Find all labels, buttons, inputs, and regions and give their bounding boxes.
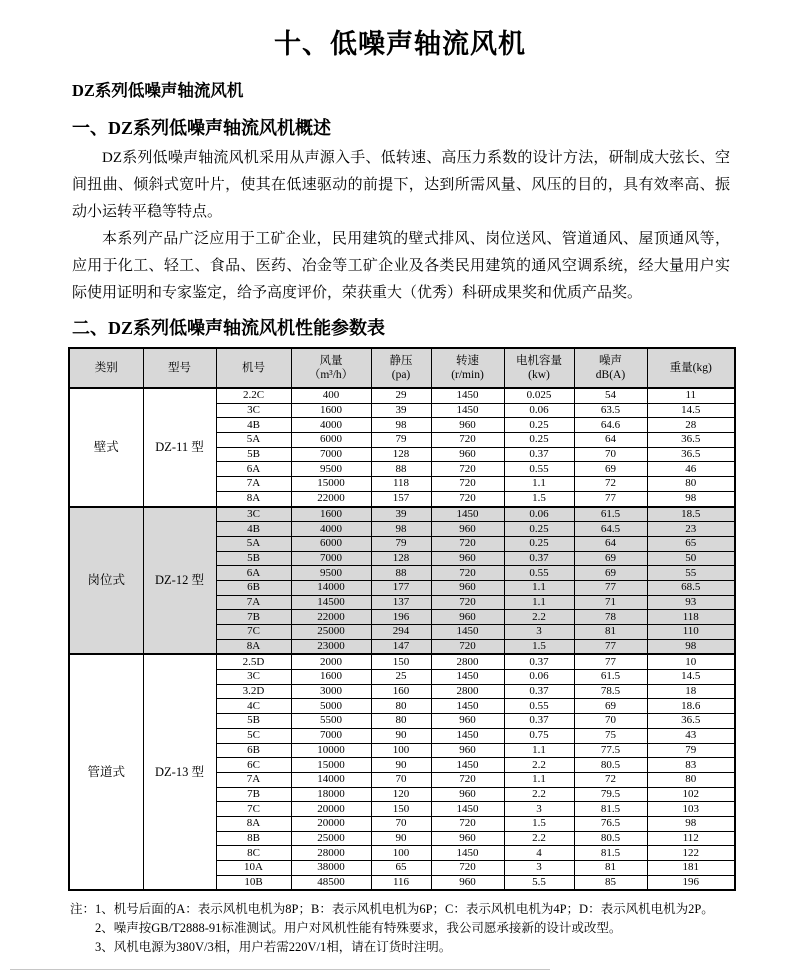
data-cell: 8A [216, 639, 291, 654]
category-cell: 壁式 [69, 388, 143, 507]
data-cell: 79 [647, 743, 735, 758]
data-cell: 71 [574, 595, 647, 610]
data-cell: 1450 [431, 699, 504, 714]
data-cell: 3.2D [216, 684, 291, 699]
data-cell: 7000 [291, 447, 371, 462]
data-cell: 160 [371, 684, 431, 699]
data-cell: 90 [371, 831, 431, 846]
data-cell: 1450 [431, 758, 504, 773]
notes [70, 900, 746, 957]
data-cell: 64 [574, 433, 647, 448]
data-cell: 8C [216, 846, 291, 861]
data-cell: 2.2 [504, 610, 574, 625]
data-cell: 77 [574, 580, 647, 595]
table-row [69, 507, 735, 522]
data-cell: 43 [647, 728, 735, 743]
data-cell: 8A [216, 816, 291, 831]
data-cell: 80.5 [574, 758, 647, 773]
data-cell: 70 [574, 714, 647, 729]
data-cell: 11 [647, 388, 735, 403]
data-cell: 6B [216, 580, 291, 595]
data-cell: 960 [431, 447, 504, 462]
data-cell: 14.5 [647, 403, 735, 418]
data-cell: 93 [647, 595, 735, 610]
data-cell: 8B [216, 831, 291, 846]
data-cell: 85 [574, 875, 647, 890]
data-cell: 69 [574, 566, 647, 581]
data-cell: 1600 [291, 670, 371, 685]
data-cell: 1.1 [504, 772, 574, 787]
data-cell: 98 [647, 639, 735, 654]
data-cell: 1.1 [504, 595, 574, 610]
data-cell: 103 [647, 802, 735, 817]
data-cell: 1450 [431, 388, 504, 403]
data-cell: 6A [216, 462, 291, 477]
data-cell: 18 [647, 684, 735, 699]
category-cell: 管道式 [69, 654, 143, 890]
data-cell: 110 [647, 625, 735, 640]
data-cell: 1.1 [504, 580, 574, 595]
data-cell: 3000 [291, 684, 371, 699]
data-cell: 0.37 [504, 684, 574, 699]
data-cell: 88 [371, 566, 431, 581]
data-cell: 0.25 [504, 433, 574, 448]
data-cell: 6A [216, 566, 291, 581]
data-cell: 720 [431, 462, 504, 477]
data-cell: 72 [574, 477, 647, 492]
data-cell: 22000 [291, 491, 371, 506]
data-cell: 157 [371, 491, 431, 506]
data-cell: 88 [371, 462, 431, 477]
data-cell: 48500 [291, 875, 371, 890]
data-cell: 77 [574, 654, 647, 669]
data-cell: 36.5 [647, 447, 735, 462]
data-cell: 10000 [291, 743, 371, 758]
data-cell: 960 [431, 743, 504, 758]
data-cell: 4B [216, 418, 291, 433]
data-cell: 181 [647, 861, 735, 876]
data-cell: 4000 [291, 522, 371, 537]
data-cell: 1450 [431, 846, 504, 861]
data-cell: 15000 [291, 477, 371, 492]
data-cell: 63.5 [574, 403, 647, 418]
data-cell: 7B [216, 610, 291, 625]
data-cell: 2.2 [504, 758, 574, 773]
data-cell: 147 [371, 639, 431, 654]
data-cell: 7C [216, 625, 291, 640]
data-cell: 0.37 [504, 714, 574, 729]
data-cell: 6C [216, 758, 291, 773]
page-bottom-scan-line [10, 969, 550, 970]
data-cell: 80 [647, 477, 735, 492]
data-cell: 39 [371, 403, 431, 418]
data-cell: 294 [371, 625, 431, 640]
data-cell: 7C [216, 802, 291, 817]
data-cell: 14.5 [647, 670, 735, 685]
data-cell: 0.06 [504, 403, 574, 418]
data-cell: 8A [216, 491, 291, 506]
data-cell: 7B [216, 787, 291, 802]
data-cell: 36.5 [647, 714, 735, 729]
data-cell: 4000 [291, 418, 371, 433]
column-header: 类别 [69, 348, 143, 388]
data-cell: 23000 [291, 639, 371, 654]
data-cell: 65 [647, 536, 735, 551]
column-header: 静压 (pa) [371, 348, 431, 388]
data-cell: 64 [574, 536, 647, 551]
data-cell: 3 [504, 625, 574, 640]
series-subtitle: DZ系列低噪声轴流风机 [72, 81, 244, 100]
data-cell: 2.2 [504, 831, 574, 846]
data-cell: 7000 [291, 728, 371, 743]
data-cell: 79 [371, 536, 431, 551]
body-paragraph: 本系列产品广泛应用于工矿企业，民用建筑的壁式排风、岗位送风、管道通风、屋顶通风等，应用于化工、轻工、食品、医药、冶金等工矿企业及各类民用建筑的通风空调系统，经大量用户实际使用证明和专家鉴定，给予高度评价，荣获重大（优秀）科研成果奖和优质产品奖。 [72, 231, 730, 301]
data-cell: 0.55 [504, 462, 574, 477]
data-cell: 83 [647, 758, 735, 773]
data-cell: 78 [574, 610, 647, 625]
page-title: 十、低噪声轴流风机 [274, 29, 526, 59]
data-cell: 1450 [431, 403, 504, 418]
data-cell: 90 [371, 758, 431, 773]
data-cell: 36.5 [647, 433, 735, 448]
data-cell: 720 [431, 433, 504, 448]
data-cell: 102 [647, 787, 735, 802]
data-cell: 1.5 [504, 639, 574, 654]
data-cell: 0.25 [504, 536, 574, 551]
data-cell: 22000 [291, 610, 371, 625]
data-cell: 28 [647, 418, 735, 433]
data-cell: 0.025 [504, 388, 574, 403]
data-cell: 10 [647, 654, 735, 669]
data-cell: 98 [371, 522, 431, 537]
column-header: 噪声 dB(A) [574, 348, 647, 388]
model-cell: DZ-11 型 [143, 388, 216, 507]
data-cell: 0.06 [504, 670, 574, 685]
data-cell: 0.37 [504, 654, 574, 669]
model-cell: DZ-12 型 [143, 507, 216, 655]
data-cell: 0.37 [504, 551, 574, 566]
column-header: 风量 （m³/h） [291, 348, 371, 388]
data-cell: 0.55 [504, 566, 574, 581]
data-cell: 118 [371, 477, 431, 492]
data-cell: 196 [371, 610, 431, 625]
data-cell: 25000 [291, 831, 371, 846]
data-cell: 39 [371, 507, 431, 522]
data-cell: 960 [431, 787, 504, 802]
data-cell: 400 [291, 388, 371, 403]
data-cell: 69 [574, 699, 647, 714]
data-cell: 0.37 [504, 447, 574, 462]
data-cell: 69 [574, 551, 647, 566]
data-cell: 64.5 [574, 522, 647, 537]
data-cell: 81.5 [574, 846, 647, 861]
data-cell: 55 [647, 566, 735, 581]
data-cell: 177 [371, 580, 431, 595]
data-cell: 116 [371, 875, 431, 890]
data-cell: 1450 [431, 625, 504, 640]
data-cell: 70 [574, 447, 647, 462]
data-cell: 77 [574, 639, 647, 654]
body-paragraph: DZ系列低噪声轴流风机采用从声源入手、低转速、高压力系数的设计方法，研制成大弦长、空间扭曲、倾斜式宽叶片，使其在低速驱动的前提下，达到所需风量、风压的目的，具有效率高、振动小运转平稳等特点。 [72, 150, 730, 220]
data-cell: 720 [431, 566, 504, 581]
data-cell: 4 [504, 846, 574, 861]
data-cell: 150 [371, 654, 431, 669]
column-header: 转速 (r/min) [431, 348, 504, 388]
note-line: 3、风机电源为380V/3相，用户若需220V/1相，请在订货时注明。 [95, 940, 452, 955]
note-line: 注：1、机号后面的A：表示风机电机为8P；B：表示风机电机为6P；C：表示风机电机为4P；D：表示风机电机为2P。 [70, 902, 714, 917]
data-cell: 0.06 [504, 507, 574, 522]
data-cell: 720 [431, 491, 504, 506]
data-cell: 7A [216, 595, 291, 610]
data-cell: 0.25 [504, 418, 574, 433]
data-cell: 122 [647, 846, 735, 861]
data-cell: 15000 [291, 758, 371, 773]
data-cell: 0.55 [504, 699, 574, 714]
data-cell: 960 [431, 831, 504, 846]
data-cell: 960 [431, 714, 504, 729]
data-cell: 6B [216, 743, 291, 758]
category-cell: 岗位式 [69, 507, 143, 655]
data-cell: 960 [431, 610, 504, 625]
column-header: 机号 [216, 348, 291, 388]
data-cell: 14000 [291, 772, 371, 787]
data-cell: 5.5 [504, 875, 574, 890]
column-header: 重量(kg) [647, 348, 735, 388]
data-cell: 1450 [431, 507, 504, 522]
data-cell: 960 [431, 580, 504, 595]
data-cell: 14000 [291, 580, 371, 595]
data-cell: 3C [216, 403, 291, 418]
data-cell: 25000 [291, 625, 371, 640]
column-header: 电机容量 (kw) [504, 348, 574, 388]
data-cell: 720 [431, 477, 504, 492]
data-cell: 79.5 [574, 787, 647, 802]
data-cell: 7A [216, 772, 291, 787]
data-cell: 5B [216, 447, 291, 462]
data-cell: 100 [371, 846, 431, 861]
data-cell: 960 [431, 551, 504, 566]
data-cell: 0.75 [504, 728, 574, 743]
data-cell: 720 [431, 595, 504, 610]
data-cell: 70 [371, 816, 431, 831]
data-cell: 77 [574, 491, 647, 506]
data-cell: 98 [647, 491, 735, 506]
data-cell: 61.5 [574, 670, 647, 685]
data-cell: 1.1 [504, 477, 574, 492]
data-cell: 80 [371, 714, 431, 729]
table-header-row [69, 348, 735, 388]
data-cell: 6000 [291, 536, 371, 551]
data-cell: 5500 [291, 714, 371, 729]
data-cell: 38000 [291, 861, 371, 876]
data-cell: 14500 [291, 595, 371, 610]
data-cell: 2800 [431, 654, 504, 669]
data-cell: 3 [504, 802, 574, 817]
data-cell: 2800 [431, 684, 504, 699]
data-cell: 9500 [291, 462, 371, 477]
data-cell: 79 [371, 433, 431, 448]
data-cell: 960 [431, 875, 504, 890]
data-cell: 2.2 [504, 787, 574, 802]
data-cell: 68.5 [647, 580, 735, 595]
data-cell: 69 [574, 462, 647, 477]
data-cell: 100 [371, 743, 431, 758]
data-cell: 3 [504, 861, 574, 876]
section1-heading: 一、DZ系列低噪声轴流风机概述 [72, 118, 332, 138]
data-cell: 720 [431, 536, 504, 551]
note-line: 2、噪声按GB/T2888-91标准测试。用户对风机性能有特殊要求，我公司愿承接新的设计或改型。 [95, 921, 622, 936]
model-cell: DZ-13 型 [143, 654, 216, 890]
data-cell: 10B [216, 875, 291, 890]
data-cell: 2000 [291, 654, 371, 669]
data-cell: 1450 [431, 728, 504, 743]
data-cell: 1600 [291, 507, 371, 522]
data-cell: 720 [431, 861, 504, 876]
data-cell: 72 [574, 772, 647, 787]
data-cell: 75 [574, 728, 647, 743]
data-cell: 70 [371, 772, 431, 787]
data-cell: 1.5 [504, 816, 574, 831]
data-cell: 78.5 [574, 684, 647, 699]
data-cell: 128 [371, 447, 431, 462]
data-cell: 5A [216, 433, 291, 448]
data-cell: 3C [216, 670, 291, 685]
data-cell: 25 [371, 670, 431, 685]
data-cell: 5B [216, 714, 291, 729]
data-cell: 98 [647, 816, 735, 831]
data-cell: 7000 [291, 551, 371, 566]
data-cell: 10A [216, 861, 291, 876]
data-cell: 6000 [291, 433, 371, 448]
data-cell: 137 [371, 595, 431, 610]
data-cell: 61.5 [574, 507, 647, 522]
data-cell: 77.5 [574, 743, 647, 758]
section2-heading: 二、DZ系列低噪声轴流风机性能参数表 [72, 318, 386, 338]
data-cell: 9500 [291, 566, 371, 581]
data-cell: 29 [371, 388, 431, 403]
data-cell: 81 [574, 861, 647, 876]
data-cell: 128 [371, 551, 431, 566]
data-cell: 23 [647, 522, 735, 537]
data-cell: 1.1 [504, 743, 574, 758]
data-cell: 720 [431, 639, 504, 654]
data-cell: 1450 [431, 670, 504, 685]
data-cell: 46 [647, 462, 735, 477]
data-cell: 76.5 [574, 816, 647, 831]
data-cell: 20000 [291, 816, 371, 831]
data-cell: 120 [371, 787, 431, 802]
column-header: 型号 [143, 348, 216, 388]
data-cell: 18000 [291, 787, 371, 802]
table-row [69, 388, 735, 403]
data-cell: 18.6 [647, 699, 735, 714]
data-cell: 64.6 [574, 418, 647, 433]
data-cell: 80 [647, 772, 735, 787]
data-cell: 50 [647, 551, 735, 566]
data-cell: 2.2C [216, 388, 291, 403]
data-cell: 5000 [291, 699, 371, 714]
data-cell: 960 [431, 522, 504, 537]
data-cell: 720 [431, 816, 504, 831]
data-cell: 54 [574, 388, 647, 403]
data-cell: 112 [647, 831, 735, 846]
data-cell: 65 [371, 861, 431, 876]
data-cell: 1.5 [504, 491, 574, 506]
data-cell: 18.5 [647, 507, 735, 522]
data-cell: 81 [574, 625, 647, 640]
data-cell: 196 [647, 875, 735, 890]
data-cell: 28000 [291, 846, 371, 861]
data-cell: 3C [216, 507, 291, 522]
data-cell: 80 [371, 699, 431, 714]
table-row [69, 654, 735, 669]
data-cell: 80.5 [574, 831, 647, 846]
data-cell: 720 [431, 772, 504, 787]
data-cell: 4B [216, 522, 291, 537]
data-cell: 98 [371, 418, 431, 433]
data-cell: 4C [216, 699, 291, 714]
data-cell: 90 [371, 728, 431, 743]
data-cell: 118 [647, 610, 735, 625]
data-cell: 0.25 [504, 522, 574, 537]
data-cell: 5B [216, 551, 291, 566]
data-cell: 1450 [431, 802, 504, 817]
data-cell: 20000 [291, 802, 371, 817]
data-cell: 5A [216, 536, 291, 551]
data-cell: 81.5 [574, 802, 647, 817]
data-cell: 960 [431, 418, 504, 433]
data-cell: 2.5D [216, 654, 291, 669]
data-cell: 1600 [291, 403, 371, 418]
performance-table [68, 347, 736, 891]
data-cell: 7A [216, 477, 291, 492]
data-cell: 5C [216, 728, 291, 743]
data-cell: 150 [371, 802, 431, 817]
